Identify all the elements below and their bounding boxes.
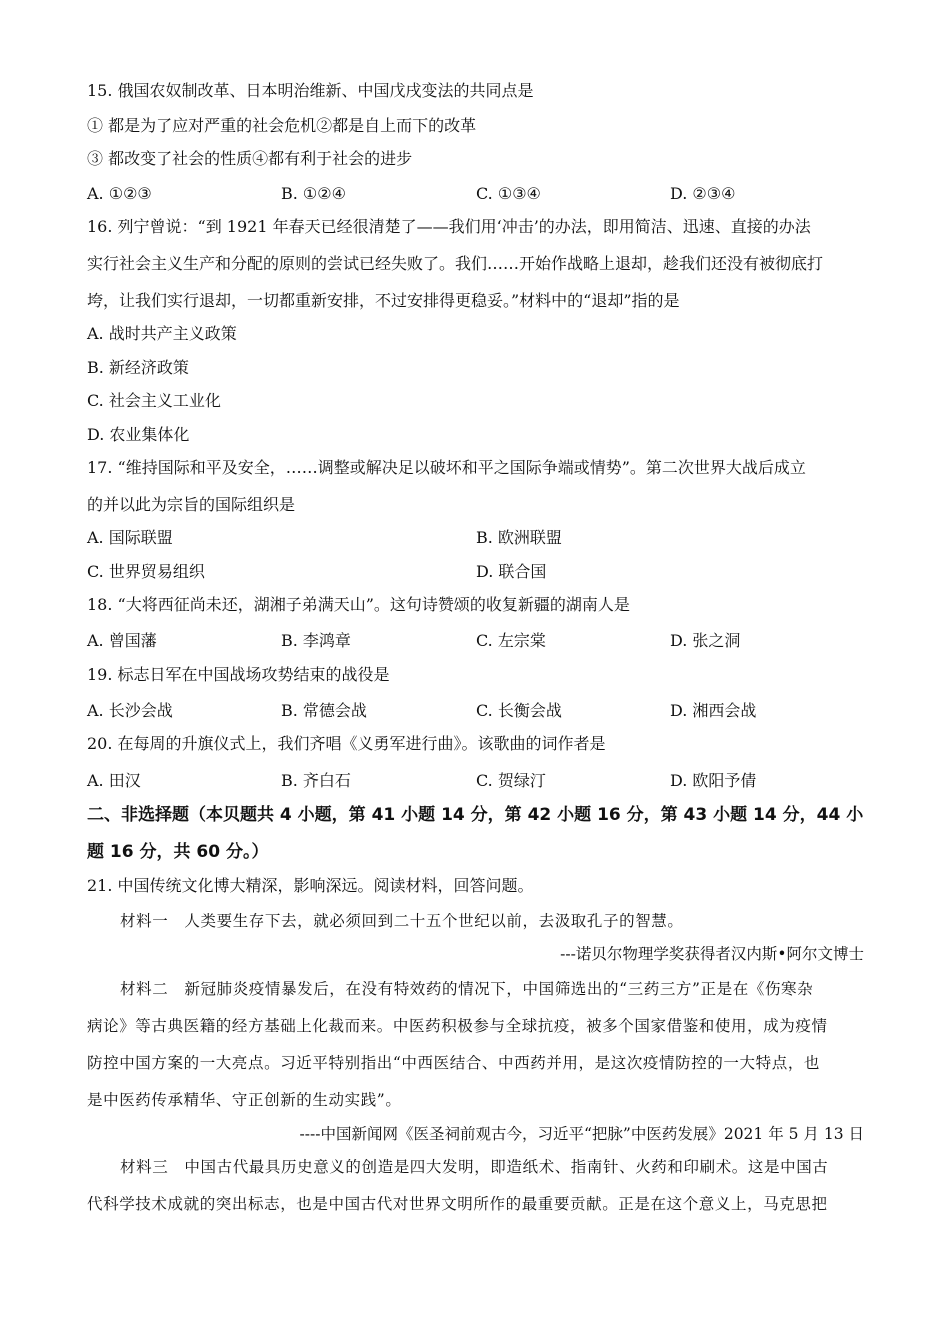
q21-material-2-line-1: 材料二 新冠肺炎疫情暴发后，在没有特效药的情况下，中国筛选出的“三药三方”正是在《伤寒杂 <box>120 980 814 998</box>
q16-option-a: A. 战时共产主义政策 <box>87 324 237 343</box>
q15-statement-1-2: ① 都是为了应对严重的社会危机②都是自上而下的改革 <box>87 116 477 135</box>
q18-option-a: A. 曾国藩 <box>87 631 157 650</box>
q16-stem-line-2: 实行社会主义生产和分配的原则的尝试已经失败了。我们……开始作战略上退却，趁我们还没有被彻底打 <box>87 254 824 273</box>
q21-material-2-source: ----中国新闻网《医圣祠前观古今，习近平“把脉”中医药发展》2021 年 5 月 13 日 <box>299 1125 864 1143</box>
q19-option-d: D. 湘西会战 <box>670 701 757 720</box>
q20-option-c: C. 贺绿汀 <box>476 771 546 790</box>
q16-option-c: C. 社会主义工业化 <box>87 391 221 410</box>
q15-option-a: A. ①②③ <box>87 184 152 203</box>
q21-material-2-line-3: 防控中国方案的一大亮点。习近平特别指出“中西医结合、中西药并用，是这次疫情防控的一大特点，也 <box>87 1054 821 1072</box>
q16-stem-line-3: 垮，让我们实行退却，一切都重新安排，不过安排得更稳妥。”材料中的“退却”指的是 <box>87 291 680 310</box>
q17-option-a: A. 国际联盟 <box>87 528 173 547</box>
q15-option-b: B. ①②④ <box>281 184 346 203</box>
q18-option-b: B. 李鸿章 <box>281 631 351 650</box>
q21-material-1: 材料一 人类要生存下去，就必须回到二十五个世纪以前，去汲取孔子的智慧。 <box>120 912 684 930</box>
q15-statement-3-4: ③ 都改变了社会的性质④都有利于社会的进步 <box>87 149 413 168</box>
q19-stem: 19. 标志日军在中国战场攻势结束的战役是 <box>87 665 390 684</box>
q20-option-b: B. 齐白石 <box>281 771 351 790</box>
q18-option-c: C. 左宗棠 <box>476 631 546 650</box>
q19-option-c: C. 长衡会战 <box>476 701 562 720</box>
q21-material-2-line-2: 病论》等古典医籍的经方基础上化裁而来。中医药积极参与全球抗疫，被多个国家借鉴和使用，成为疫情 <box>87 1017 828 1035</box>
q17-option-c: C. 世界贸易组织 <box>87 562 205 581</box>
section-2-heading-line-1: 二、非选择题（本贝题共 4 小题，第 41 小题 14 分，第 42 小题 16 分，第 43 小题 14 分，44 小 <box>87 805 864 825</box>
q19-option-b: B. 常德会战 <box>281 701 367 720</box>
q17-option-b: B. 欧洲联盟 <box>476 528 562 547</box>
q21-material-2-line-4: 是中医药传承精华、守正创新的生动实践”。 <box>87 1091 402 1109</box>
q15-option-c: C. ①③④ <box>476 184 541 203</box>
q17-stem-line-2: 的并以此为宗旨的国际组织是 <box>87 495 296 514</box>
q21-material-3-line-2: 代科学技术成就的突出标志，也是中国古代对世界文明所作的最重要贡献。正是在这个意义上，马克思把 <box>87 1195 828 1213</box>
q18-stem: 18. “大将西征尚未还，湖湘子弟满天山”。这句诗赞颂的收复新疆的湖南人是 <box>87 595 630 614</box>
q16-stem-line-1: 16. 列宁曾说：“到 1921 年春天已经很清楚了——我们用‘冲击’的办法，即用简洁、迅速、直接的办法 <box>87 217 811 236</box>
q15-stem: 15. 俄国农奴制改革、日本明治维新、中国戊戌变法的共同点是 <box>87 81 534 100</box>
q17-option-d: D. 联合国 <box>476 562 547 581</box>
q20-stem: 20. 在每周的升旗仪式上，我们齐唱《义勇军进行曲》。该歌曲的词作者是 <box>87 734 606 753</box>
q17-stem-line-1: 17. “维持国际和平及安全，……调整或解决足以破坏和平之国际争端或情势”。第二次世界大战后成立 <box>87 458 806 477</box>
q21-material-3-line-1: 材料三 中国古代最具历史意义的创造是四大发明，即造纸术、指南针、火药和印刷术。这是中国古 <box>120 1158 829 1176</box>
q16-option-d: D. 农业集体化 <box>87 425 190 444</box>
section-2-heading-line-2: 题 16 分，共 60 分。） <box>87 842 269 862</box>
q15-option-d: D. ②③④ <box>670 184 736 203</box>
q20-option-a: A. 田汉 <box>87 771 141 790</box>
q16-option-b: B. 新经济政策 <box>87 358 189 377</box>
q21-material-1-source: ---诺贝尔物理学奖获得者汉内斯•阿尔文博士 <box>560 945 864 963</box>
q18-option-d: D. 张之洞 <box>670 631 741 650</box>
q20-option-d: D. 欧阳予倩 <box>670 771 757 790</box>
q19-option-a: A. 长沙会战 <box>87 701 173 720</box>
q21-stem: 21. 中国传统文化博大精深，影响深远。阅读材料，回答问题。 <box>87 876 534 895</box>
